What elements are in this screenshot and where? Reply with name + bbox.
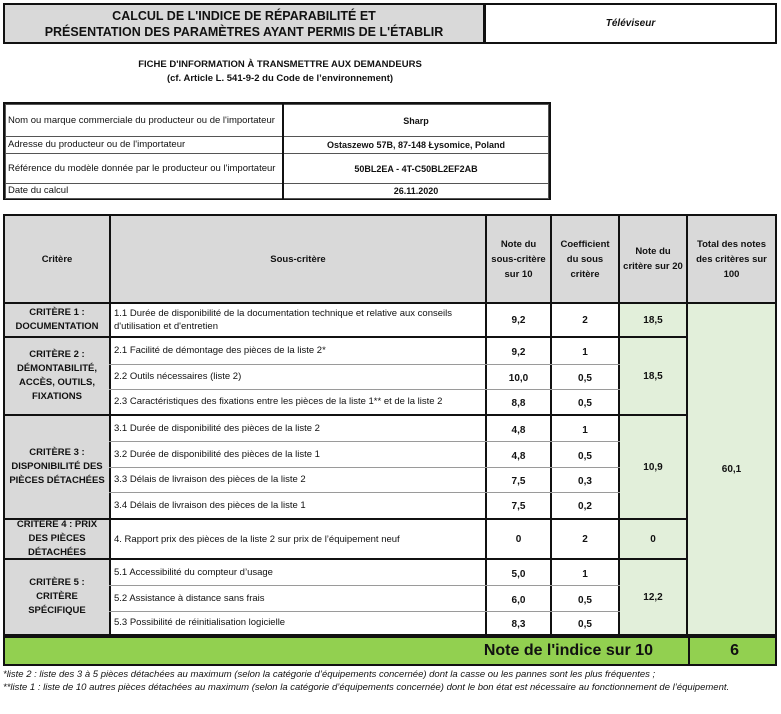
product-type: Téléviseur — [484, 3, 777, 44]
final-score-value: 6 — [730, 642, 739, 659]
grid-line — [109, 216, 111, 636]
sub-criterion-1-1: 1.1 Durée de disponibilité de la documentation technique et relative aux conseils d'utilisation et d'entretien — [114, 308, 452, 332]
fiche-line-1: FICHE D'INFORMATION À TRANSMETTRE AUX DEMANDEURS — [138, 59, 422, 70]
sub-note: 7,5 — [511, 501, 526, 512]
sub-note: 6,0 — [511, 595, 526, 606]
grid-line — [5, 336, 688, 338]
sub-coef: 0,5 — [578, 595, 592, 606]
col-header-coef: Coefficient du sous critère — [552, 216, 618, 302]
sub-criterion-2-1: 2.1 Facilité de démontage des pièces de la liste 2* — [114, 345, 326, 356]
sub-note: 5,0 — [511, 569, 526, 580]
grid-line — [109, 441, 620, 442]
sub-coef: 0,5 — [578, 398, 592, 409]
sub-criterion-5-2: 5.2 Assistance à distance sans frais — [114, 593, 265, 604]
sub-coef: 1 — [582, 569, 588, 580]
grid-line — [686, 216, 688, 636]
sub-criterion-3-1: 3.1 Durée de disponibilité des pièces de la liste 2 — [114, 423, 320, 434]
info-label: Date du calcul — [6, 184, 284, 199]
criterion-4-name: CRITÈRE 4 : PRIX DES PIÈCES DÉTACHÉES — [5, 520, 109, 558]
grid-line — [485, 216, 487, 636]
criterion-2-note: 18,5 — [643, 370, 663, 382]
col-header-note-crit: Note du critère sur 20 — [620, 216, 686, 302]
sub-coef: 0,5 — [578, 373, 592, 384]
grid-line — [550, 216, 552, 636]
col-header-note-sous: Note du sous-critère sur 10 — [487, 216, 550, 302]
info-label: Nom ou marque commerciale du producteur ou de l'importateur — [6, 105, 284, 137]
sub-coef: 0,5 — [578, 451, 592, 462]
grid-line — [5, 518, 688, 520]
title-line-1: CALCUL DE L'INDICE DE RÉPARABILITÉ ET — [112, 8, 376, 23]
sub-criterion-2-3: 2.3 Caractéristiques des fixations entre les pièces de la liste 1** et de la liste 2 — [114, 396, 443, 407]
sub-coef: 1 — [582, 347, 588, 358]
sub-criterion-2-2: 2.2 Outils nécessaires (liste 2) — [114, 371, 242, 382]
total-value: 60,1 — [721, 463, 742, 475]
info-value: 26.11.2020 — [283, 184, 549, 199]
sub-criterion-3-3: 3.3 Délais de livraison des pièces de la liste 2 — [114, 474, 306, 485]
final-score-label: Note de l'indice sur 10 — [483, 642, 653, 659]
criterion-1-note: 18,5 — [643, 314, 663, 326]
col-header-sous-critere: Sous-critère — [111, 216, 485, 302]
col-header-critere: Critère — [5, 216, 109, 302]
sub-note: 8,8 — [511, 398, 526, 409]
sub-note: 10,0 — [508, 373, 529, 384]
criterion-3-name: CRITÈRE 3 : DISPONIBILITÉ DES PIÈCES DÉTACHÉES — [5, 416, 109, 518]
sub-coef: 0,2 — [578, 501, 592, 512]
sub-coef: 2 — [582, 314, 588, 326]
criterion-3-note: 10,9 — [643, 461, 663, 473]
page-title — [3, 3, 485, 44]
grid-line — [109, 492, 620, 493]
fiche-heading — [0, 58, 560, 86]
title-line-2: PRÉSENTATION DES PARAMÈTRES AYANT PERMIS DE L'ÉTABLIR — [44, 24, 444, 39]
sub-note: 0 — [515, 533, 522, 545]
info-label: Adresse du producteur ou de l'importateur — [6, 137, 284, 154]
grid-line — [5, 414, 688, 416]
footnote-liste-1: **liste 1 : liste de 10 autres pièces détachées au maximum (selon la catégorie d’équipements concernée) dont le bon état est nécessaire au fonctionnement de l’équipement. — [3, 682, 730, 693]
grid-line — [109, 364, 620, 365]
sub-coef: 2 — [582, 533, 588, 545]
fiche-line-2: (cf. Article L. 541-9-2 du Code de l’environnement) — [166, 73, 394, 84]
sub-coef: 1 — [582, 425, 588, 436]
final-divider — [688, 636, 690, 666]
sub-criterion-5-3: 5.3 Possibilité de réinitialisation logicielle — [114, 617, 286, 628]
grid-line — [109, 585, 620, 586]
sub-note: 8,3 — [511, 619, 526, 630]
info-label: Référence du modèle donnée par le producteur ou l'importateur — [6, 154, 284, 184]
criterion-5-name: CRITÈRE 5 : CRITÈRE SPÉCIFIQUE — [5, 560, 109, 634]
col-header-total: Total des notes des critères sur 100 — [688, 216, 775, 302]
sub-criterion-3-2: 3.2 Durée de disponibilité des pièces de la liste 1 — [114, 449, 320, 460]
criterion-2-name: CRITÈRE 2 : DÉMONTABILITÉ, ACCÈS, OUTILS, FIXATIONS — [5, 338, 109, 414]
sub-note: 9,2 — [511, 347, 526, 358]
criterion-5-note: 12,2 — [643, 591, 663, 603]
info-value: 50BL2EA - 4T-C50BL2EF2AB — [283, 154, 549, 184]
criterion-1-name: CRITÈRE 1 : DOCUMENTATION — [5, 304, 109, 336]
sub-note: 9,2 — [511, 314, 526, 326]
sub-criterion-4: 4. Rapport prix des pièces de la liste 2 sur prix de l’équipement neuf — [114, 533, 400, 545]
sub-criterion-5-1: 5.1 Accessibilité du compteur d’usage — [114, 567, 273, 578]
sub-note: 7,5 — [511, 476, 526, 487]
sub-coef: 0,3 — [578, 476, 592, 487]
grid-line — [109, 389, 620, 390]
sub-note: 4,8 — [511, 451, 526, 462]
info-value: Ostaszewo 57B, 87-148 Łysomice, Poland — [283, 137, 549, 154]
grid-line — [109, 611, 620, 612]
grid-line — [618, 216, 620, 636]
grid-line — [5, 558, 688, 560]
criterion-4-note: 0 — [650, 533, 656, 545]
footnote-liste-2: *liste 2 : liste des 3 à 5 pièces détachées au maximum (selon la catégorie d’équipements concernée) dont la casse ou les pannes sont les plus fréquentes ; — [3, 669, 656, 680]
grid-line — [5, 302, 775, 304]
sub-coef: 0,5 — [578, 619, 592, 630]
footnotes — [3, 668, 773, 694]
producer-info-table — [3, 102, 551, 200]
sub-note: 4,8 — [511, 425, 526, 436]
info-value: Sharp — [283, 105, 549, 137]
grid-line — [109, 467, 620, 468]
final-score-bar — [3, 636, 777, 666]
sub-criterion-3-4: 3.4 Délais de livraison des pièces de la liste 1 — [114, 499, 306, 511]
